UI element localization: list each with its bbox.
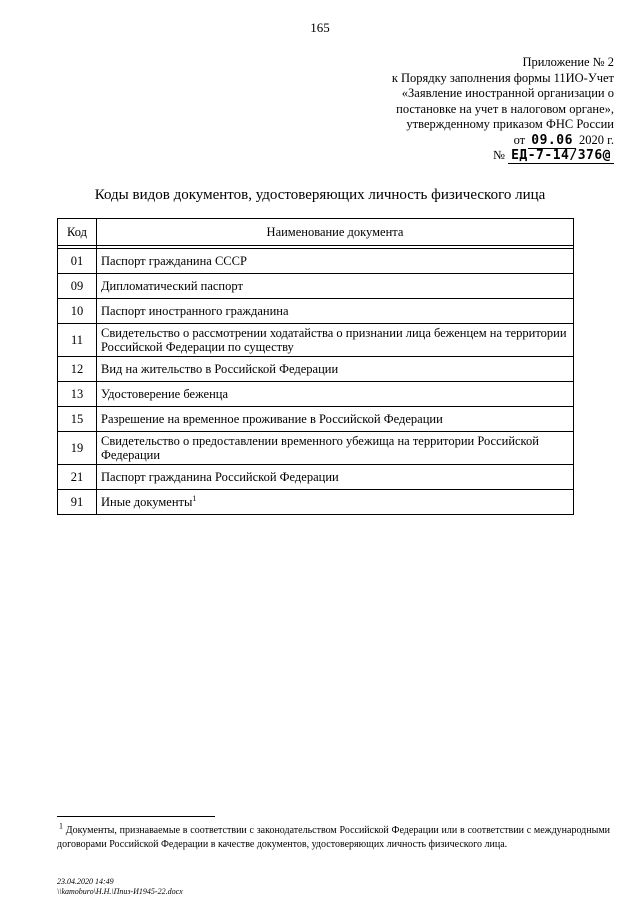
page-number: 165 xyxy=(310,20,330,35)
table-row xyxy=(58,249,574,274)
document-code-cell: 19 xyxy=(58,432,97,465)
date-handwritten: 09.06 xyxy=(528,133,576,149)
document-name-text: Дипломатический паспорт xyxy=(101,279,243,293)
document-title: Коды видов документов, удостоверяющих личность физического лица xyxy=(94,187,546,203)
table-row xyxy=(58,299,574,324)
document-code-cell: 01 xyxy=(58,249,97,274)
document-name-text: Свидетельство о рассмотрении ходатайства о признании лица беженцем на территории Российской Федерации по существу xyxy=(101,326,567,354)
number-prefix: № xyxy=(493,148,505,162)
appendix-line: постановке на учет в налоговом органе», xyxy=(396,101,614,116)
document-code-cell: 13 xyxy=(58,382,97,407)
header-name: Наименование документа xyxy=(97,219,574,246)
date-suffix: 2020 г. xyxy=(579,132,614,147)
header-code: Код xyxy=(58,219,97,246)
document-code-cell: 11 xyxy=(58,324,97,357)
table-body xyxy=(58,246,574,515)
footnote-marker: 1 xyxy=(59,821,63,831)
document-name-text: Свидетельство о предоставлении временного убежища на территории Российской Федерации xyxy=(101,434,539,462)
document-code-cell: 09 xyxy=(58,274,97,299)
document-name-text: Удостоверение беженца xyxy=(101,387,229,401)
document-name-text: Иные документы xyxy=(101,495,193,509)
document-name-text: Паспорт иностранного гражданина xyxy=(101,304,289,318)
file-timestamp: 23.04.2020 14:49 xyxy=(57,877,114,886)
number-handwritten: ЕД-7-14/376@ xyxy=(508,148,614,164)
document-name-text: Паспорт гражданина СССР xyxy=(101,254,247,268)
document-name-cell xyxy=(97,299,574,324)
document-name-cell xyxy=(97,249,574,274)
table-row xyxy=(58,490,574,515)
table-row xyxy=(58,324,574,357)
footnote-divider xyxy=(57,816,215,817)
table-row xyxy=(58,407,574,432)
document-name-cell xyxy=(97,324,574,357)
document-name-cell xyxy=(97,357,574,382)
document-name-cell xyxy=(97,432,574,465)
document-name-cell xyxy=(97,274,574,299)
appendix-number xyxy=(294,148,614,164)
document-name-cell xyxy=(97,465,574,490)
footnote xyxy=(57,821,611,851)
footnote-reference: 1 xyxy=(192,493,197,503)
file-path: \\kamoburo\Н.Н.\Ппиз-И1945-22.docx xyxy=(57,887,183,896)
table-row xyxy=(58,382,574,407)
appendix-line: «Заявление иностранной организации о xyxy=(401,86,614,100)
document-code-cell: 10 xyxy=(58,299,97,324)
document-name-text: Вид на жительство в Российской Федерации xyxy=(101,362,339,376)
document-name-text: Разрешение на временное проживание в Российской Федерации xyxy=(101,412,443,426)
date-prefix: от xyxy=(513,132,526,147)
table-row xyxy=(58,274,574,299)
table-row xyxy=(58,432,574,465)
document-codes-table xyxy=(57,218,574,515)
file-metadata xyxy=(57,877,183,897)
document-code-cell: 91 xyxy=(58,490,97,515)
document-name-cell xyxy=(97,407,574,432)
appendix-date xyxy=(294,133,614,149)
appendix-line: к Порядку заполнения формы 11ИО-Учет xyxy=(391,70,614,85)
document-code-cell: 15 xyxy=(58,407,97,432)
footnote-text: Документы, признаваемые в соответствии с законодательством Российской Федерации или в соответствии с международными договорами Российской Федерации в качестве документов, удостоверяющих личность физического лица. xyxy=(57,825,611,850)
appendix-title: Приложение № 2 xyxy=(522,55,614,69)
document-name-cell xyxy=(97,490,574,515)
document-code-cell: 12 xyxy=(58,357,97,382)
document-code-cell: 21 xyxy=(58,465,97,490)
table-row xyxy=(58,357,574,382)
appendix-header xyxy=(294,55,614,164)
table-row xyxy=(58,465,574,490)
appendix-line: утвержденному приказом ФНС России xyxy=(406,117,614,131)
document-name-cell xyxy=(97,382,574,407)
document-name-text: Паспорт гражданина Российской Федерации xyxy=(101,470,339,484)
table-header-row xyxy=(58,219,574,246)
